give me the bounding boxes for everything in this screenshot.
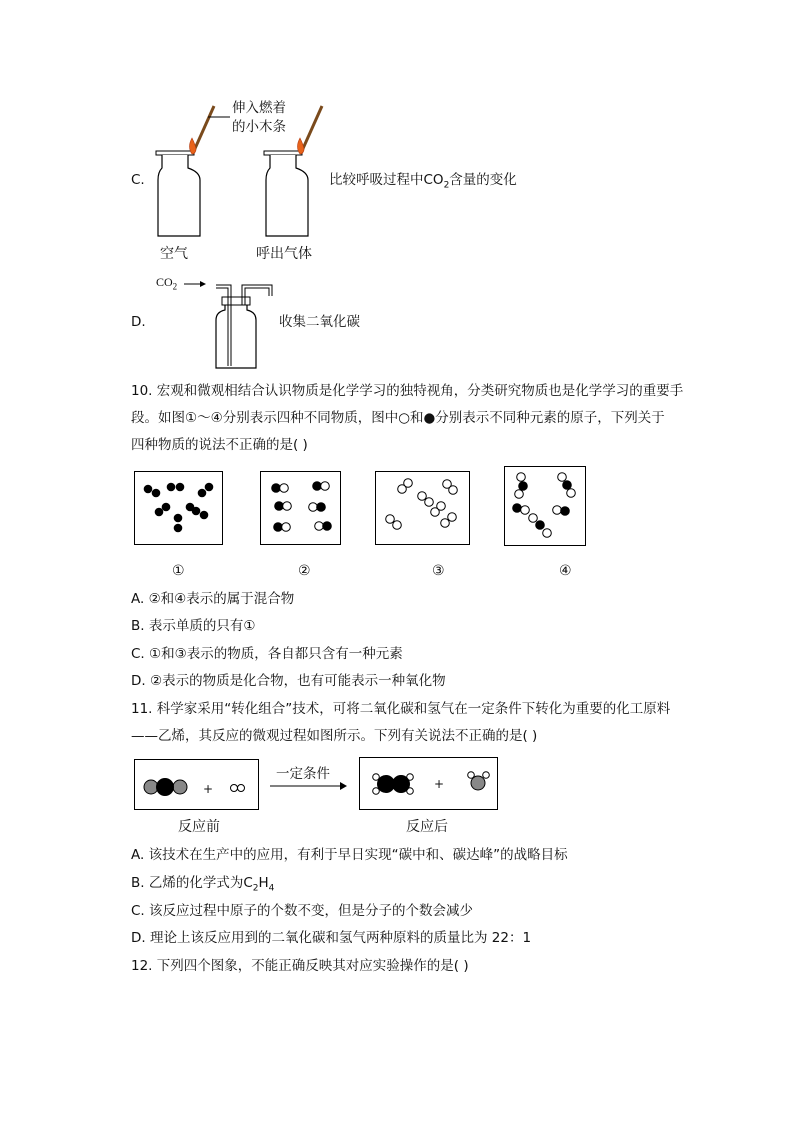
q10-line1: 10. 宏观和微观相结合认识物质是化学学习的独特视角，分类研究物质也是化学学习的重要手 bbox=[131, 383, 684, 399]
products-box bbox=[359, 757, 499, 811]
gas-collection-figure bbox=[184, 276, 284, 371]
molecule-box-4 bbox=[504, 466, 587, 547]
burning-stick-right-icon bbox=[298, 106, 323, 154]
box-label-3: ③ bbox=[432, 563, 445, 579]
bottle-exhaled bbox=[264, 151, 308, 236]
bottle-right-label: 呼出气体 bbox=[256, 246, 312, 262]
option-c-description bbox=[329, 170, 517, 196]
q11-option-b-sub1: 2 bbox=[252, 883, 259, 894]
before-reaction-label: 反应前 bbox=[178, 819, 220, 835]
after-reaction-label: 反应后 bbox=[406, 819, 448, 835]
reactants-plus: + bbox=[203, 782, 214, 796]
reactants-box bbox=[134, 759, 260, 811]
molecule-box-1 bbox=[134, 471, 224, 546]
co2-molecule-icon bbox=[144, 779, 187, 796]
q10-option-c: C. ①和③表示的物质，各自都只含有一种元素 bbox=[131, 646, 403, 662]
q11-line1: 11. 科学家采用“转化组合”技术，可将二氧化碳和氢气在一定条件下转化为重要的化工原料 bbox=[131, 701, 671, 717]
bottle-left-label: 空气 bbox=[160, 246, 188, 262]
gas-label-sub: 2 bbox=[172, 281, 178, 292]
box-label-2: ② bbox=[298, 563, 311, 579]
gas-label-text: CO bbox=[156, 275, 173, 289]
option-d-letter: D. bbox=[131, 314, 146, 330]
q10-option-d: D. ②表示的物质是化合物，也有可能表示一种氧化物 bbox=[131, 673, 446, 689]
molecule-box-2 bbox=[260, 471, 342, 546]
reaction-condition: 一定条件 bbox=[276, 766, 330, 782]
q11-line2: ——乙烯，其反应的微观过程如图所示。下列有关说法不正确的是( ) bbox=[131, 728, 538, 744]
reaction-arrow-icon bbox=[268, 780, 348, 792]
q11-option-a: A. 该技术在生产中的应用，有利于早日实现“碳中和、碳达峰”的战略目标 bbox=[131, 847, 568, 863]
stick-label-line2: 的小木条 bbox=[232, 119, 286, 135]
option-c-letter: C. bbox=[131, 172, 145, 188]
option-c-desc-sub: 2 bbox=[443, 180, 450, 191]
products-plus: + bbox=[434, 777, 445, 791]
q11-option-b-pre: B. 乙烯的化学式为C bbox=[131, 875, 253, 891]
box-label-4: ④ bbox=[559, 563, 572, 579]
option-d-description: 收集二氧化碳 bbox=[279, 314, 360, 330]
option-c-desc-pre: 比较呼吸过程中CO bbox=[329, 172, 444, 188]
burning-stick-left-icon bbox=[190, 106, 215, 154]
q12-line1: 12. 下列四个图象，不能正确反映其对应实验操作的是( ) bbox=[131, 958, 469, 974]
q11-option-b-mid: H bbox=[258, 875, 269, 891]
q10-line3: 四种物质的说法不正确的是( ) bbox=[131, 437, 308, 453]
q10-option-b: B. 表示单质的只有① bbox=[131, 618, 256, 634]
q11-option-b-sub2: 4 bbox=[268, 883, 275, 894]
bottle-air bbox=[156, 151, 200, 236]
q11-option-c: C. 该反应过程中原子的个数不变，但是分子的个数会减少 bbox=[131, 903, 474, 919]
option-c-desc-post: 含量的变化 bbox=[449, 172, 517, 188]
q11-option-b bbox=[131, 873, 274, 899]
arrow-right-icon bbox=[184, 281, 206, 287]
q10-option-a: A. ②和④表示的属于混合物 bbox=[131, 591, 295, 607]
molecule-box-3 bbox=[375, 471, 471, 546]
box-label-1: ① bbox=[172, 563, 185, 579]
stick-label-line1: 伸入燃着 bbox=[232, 100, 286, 116]
q10-line2: 段。如图①～④分别表示四种不同物质，图中○和●分别表示不同种元素的原子，下列关于 bbox=[131, 410, 665, 426]
gas-label bbox=[156, 272, 177, 296]
q11-option-d: D. 理论上该反应用到的二氧化碳和氢气两种原料的质量比为 22：1 bbox=[131, 930, 532, 946]
